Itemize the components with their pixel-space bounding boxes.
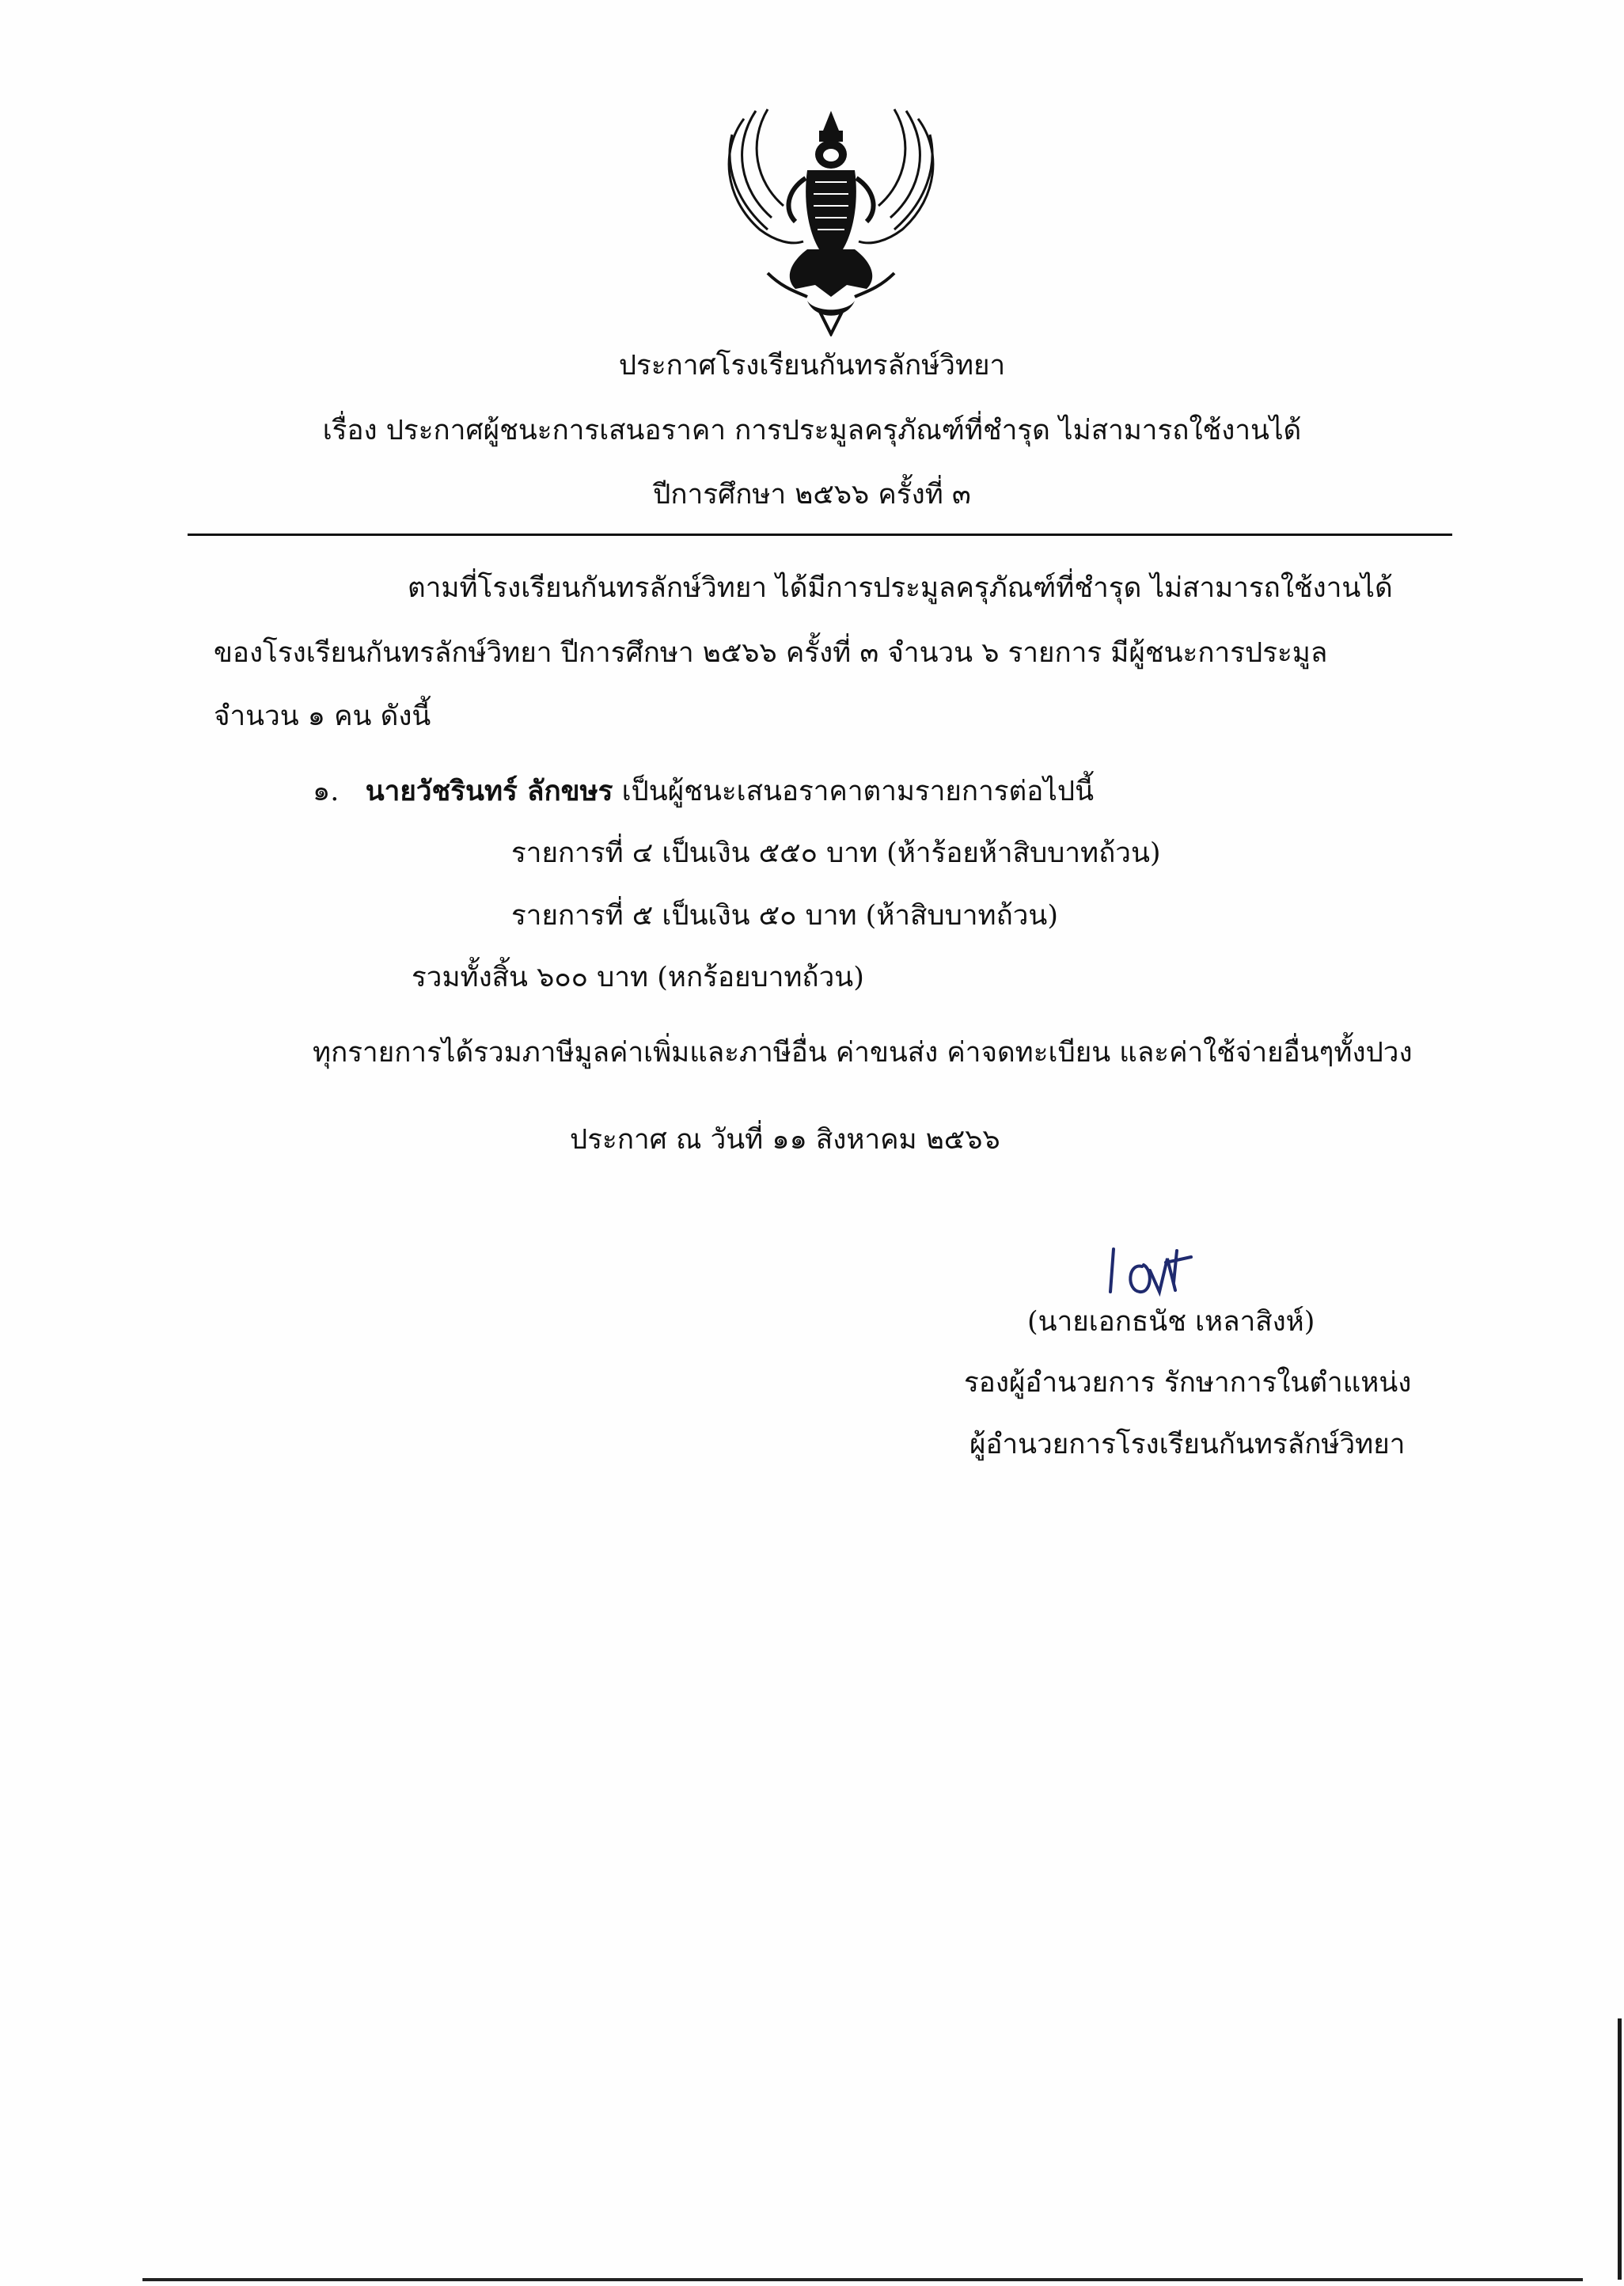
winner-number: ๑. [313, 776, 340, 807]
winner-item-5: รายการที่ ๕ เป็นเงิน ๕๐ บาท (ห้าสิบบาทถ้วน) [511, 900, 1058, 932]
announcement-year-round: ปีการศึกษา ๒๕๖๖ ครั้งที่ ๓ [653, 479, 971, 511]
winner-total: รวมทั้งสิ้น ๖๐๐ บาท (หกร้อยบาทถ้วน) [412, 962, 864, 993]
scan-bottom-edge [142, 2278, 1583, 2281]
paragraph-line-2: ของโรงเรียนกันทรลักษ์วิทยา ปีการศึกษา ๒๕๖๖ ครั้งที่ ๓ จำนวน ๖ รายการ มีผู้ชนะการประมูล [214, 637, 1328, 669]
scan-right-edge [1618, 2018, 1622, 2280]
announce-date: ประกาศ ณ วันที่ ๑๑ สิงหาคม ๒๕๖๖ [570, 1124, 1000, 1156]
winner-name: นายวัชรินทร์ ลักขษร [365, 775, 613, 807]
paragraph-line-3: จำนวน ๑ คน ดังนี้ [214, 701, 431, 732]
garuda-emblem-icon [712, 103, 950, 336]
winner-description: เป็นผู้ชนะเสนอราคาตามรายการต่อไปนี้ [621, 776, 1095, 807]
announcement-title: ประกาศโรงเรียนกันทรลักษ์วิทยา [618, 350, 1006, 382]
announcement-subject: เรื่อง ประกาศผู้ชนะการเสนอราคา การประมูลครุภัณฑ์ที่ชำรุด ไม่สามารถใช้งานได้ [322, 415, 1302, 446]
signatory-position-1: รองผู้อำนวยการ รักษาการในตำแหน่ง [964, 1367, 1412, 1399]
tax-note: ทุกรายการได้รวมภาษีมูลค่าเพิ่มและภาษีอื่น ค่าขนส่ง ค่าจดทะเบียน และค่าใช้จ่ายอื่นๆทั้งปวง [313, 1037, 1413, 1069]
winner-entry [313, 772, 1094, 811]
signatory-name: (นายเอกธนัช เหลาสิงห์) [1027, 1306, 1315, 1338]
handwritten-signature [1104, 1235, 1223, 1302]
paragraph-line-1: ตามที่โรงเรียนกันทรลักษ์วิทยา ได้มีการประมูลครุภัณฑ์ที่ชำรุด ไม่สามารถใช้งานได้ [408, 572, 1393, 604]
winner-item-4: รายการที่ ๔ เป็นเงิน ๕๕๐ บาท (ห้าร้อยห้าสิบบาทถ้วน) [511, 837, 1161, 869]
header-divider [188, 534, 1452, 536]
signatory-position-2: ผู้อำนวยการโรงเรียนกันทรลักษ์วิทยา [969, 1429, 1406, 1460]
